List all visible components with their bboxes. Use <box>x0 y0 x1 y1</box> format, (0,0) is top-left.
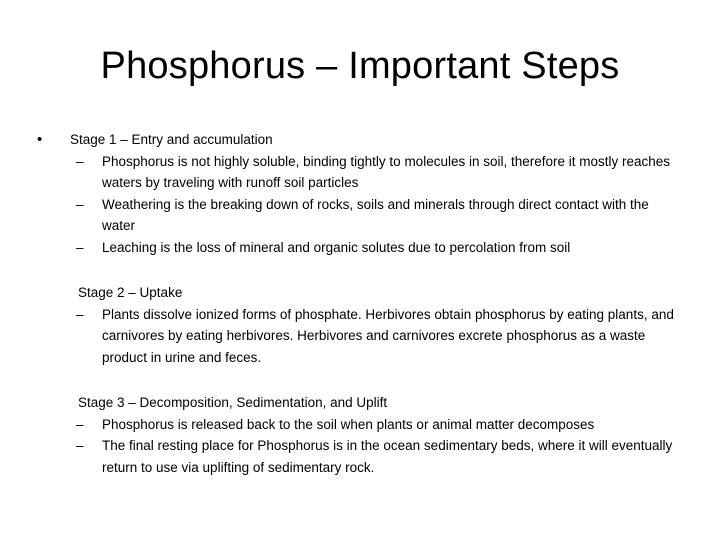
slide-body <box>70 129 685 478</box>
stage-1-point-2 <box>70 194 685 237</box>
dash-marker: – <box>76 239 84 255</box>
stage-1-point-2-text: Weathering is the breaking down of rocks, soils and minerals through direct contact with the water <box>102 196 649 233</box>
dash-marker: – <box>76 438 84 453</box>
stage-3-points <box>70 414 685 479</box>
stage-1-point-3-text: Leaching is the loss of mineral and organic solutes due to percolation from soil <box>102 239 571 255</box>
stage-3-point-2 <box>70 435 685 478</box>
dash-marker: – <box>76 196 84 212</box>
stage-1 <box>70 129 685 258</box>
stage-3-point-1 <box>70 414 685 436</box>
stage-3-title: Stage 3 – Decomposition, Sedimentation, and Uplift <box>78 395 388 410</box>
stage-2 <box>70 282 685 368</box>
stage-1-point-1 <box>70 151 685 194</box>
stage-3 <box>70 392 685 478</box>
stage-2-title: Stage 2 – Uptake <box>78 285 183 300</box>
stage-1-point-1-text: Phosphorus is not highly soluble, binding tightly to molecules in soil, therefore it mostly reaches waters by traveling with runoff soil particles <box>102 153 671 190</box>
slide-title: Phosphorus – Important Steps <box>100 45 620 87</box>
dash-marker: – <box>76 306 84 322</box>
bullet-marker: • <box>37 131 43 148</box>
stage-2-point-1 <box>70 304 685 369</box>
dash-marker: – <box>76 416 84 432</box>
stage-1-title: Stage 1 – Entry and accumulation <box>70 132 273 147</box>
stage-2-point-1-text: Plants dissolve ionized forms of phosphate. Herbivores obtain phosphorus by eating plants, and carnivores by eating herbivores. Herbivores and carnivores excrete phosphorus as a waste product in urine and feces. <box>102 306 674 365</box>
stage-1-point-3 <box>70 237 685 259</box>
stage-2-points <box>70 304 685 369</box>
stage-3-point-1-text: Phosphorus is released back to the soil when plants or animal matter decomposes <box>102 416 595 432</box>
stage-3-point-2-text: The final resting place for Phosphorus is in the ocean sedimentary beds, where it will eventually return to use via uplifting of sedimentary rock. <box>102 438 673 475</box>
dash-marker: – <box>76 153 84 169</box>
stage-1-points <box>70 151 685 259</box>
